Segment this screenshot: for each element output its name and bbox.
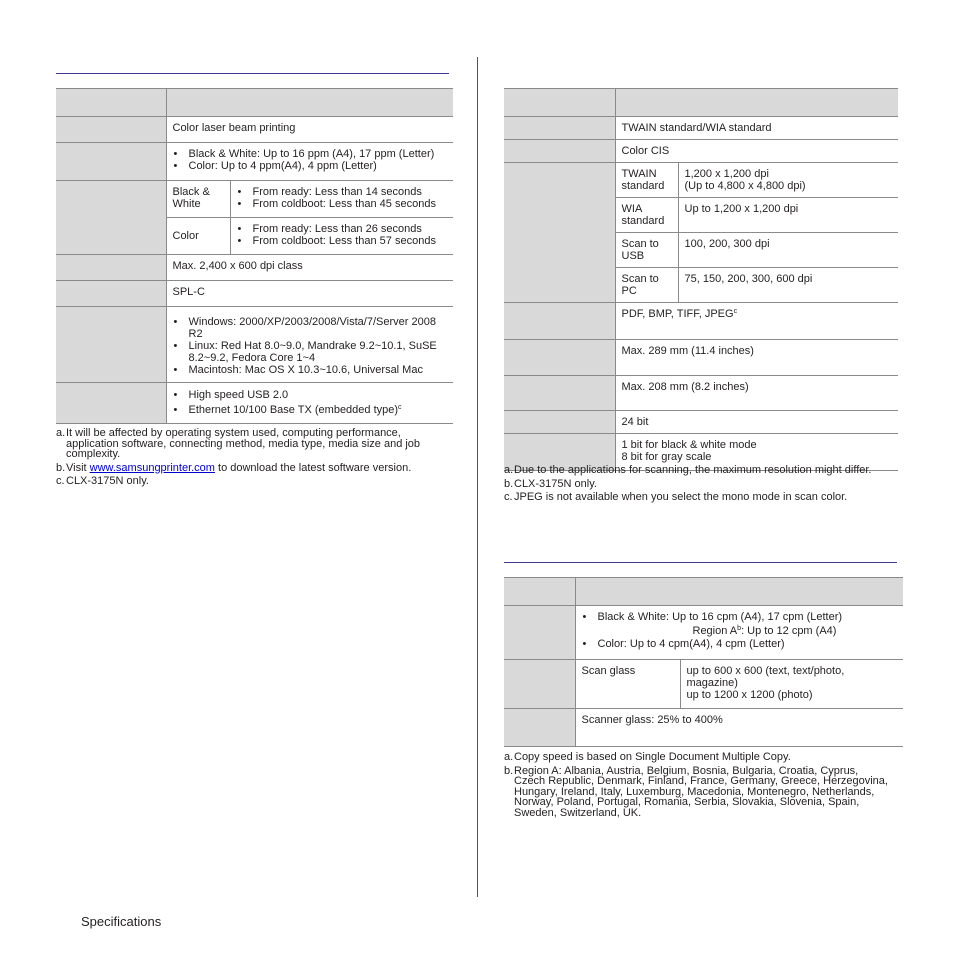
row-label-cell <box>504 117 615 140</box>
scan-to-usb-value: 100, 200, 300 dpi <box>678 233 898 268</box>
table-row <box>56 281 453 307</box>
printing-method-value: Color laser beam printing <box>166 117 453 143</box>
list-item: • Macintosh: Mac OS X 10.3~10.6, Universal Mac <box>173 364 448 376</box>
header-description-cell <box>166 89 453 117</box>
printer-section-rule <box>56 73 449 74</box>
row-label-cell <box>504 140 615 163</box>
list-item: • Color: Up to 4 ppm(A4), 4 ppm (Letter) <box>173 160 448 172</box>
copier-section-rule <box>504 562 897 563</box>
table-header-row <box>504 89 898 117</box>
interface-ethernet-text: Ethernet 10/100 Base TX (embedded type) <box>188 404 399 416</box>
table-row <box>56 143 453 181</box>
printer-spec-table <box>56 88 453 424</box>
scan-width-value: Max. 208 mm (8.2 inches) <box>615 376 898 411</box>
first-print-color-label: Color <box>166 218 230 255</box>
samsung-printer-link[interactable]: www.samsungprinter.com <box>89 461 215 474</box>
footnote-a: a. It will be affected by operating system used, computing performance, application software, connecting method, media type, media size and job complexity. <box>56 427 421 460</box>
table-row <box>504 163 898 198</box>
footnote-c: c. JPEG is not available when you select the mono mode in scan color. <box>504 491 848 503</box>
scan-compatibility-value: TWAIN standard/WIA standard <box>615 117 898 140</box>
wia-value: Up to 1,200 x 1,200 dpi <box>678 198 898 233</box>
table-row <box>56 255 453 281</box>
footnote-c: c. CLX-3175N only. <box>56 475 149 487</box>
table-row <box>504 411 898 434</box>
row-label-cell <box>56 143 166 181</box>
scan-to-pc-value: 75, 150, 200, 300, 600 dpi <box>678 268 898 303</box>
table-row <box>504 117 898 140</box>
copy-resolution-value: up to 600 x 600 (text, text/photo, magazine) up to 1200 x 1200 (photo) <box>680 660 903 709</box>
list-item: • From coldboot: Less than 45 seconds <box>237 198 448 210</box>
row-label-cell <box>56 181 166 255</box>
row-label-cell <box>504 709 575 747</box>
table-row <box>504 340 898 376</box>
list-item: • Color: Up to 4 cpm(A4), 4 cpm (Letter) <box>582 638 898 652</box>
header-description-cell <box>575 578 903 606</box>
scan-to-usb-label: Scan to USB <box>615 233 678 268</box>
footnote-marker: b <box>737 624 742 632</box>
row-label-cell <box>504 303 615 340</box>
printing-speed-value <box>166 143 453 181</box>
table-row <box>56 383 453 424</box>
list-item <box>173 403 448 418</box>
twain-label: TWAIN standard <box>615 163 678 198</box>
row-label-cell <box>504 411 615 434</box>
row-label-cell <box>56 307 166 383</box>
footnote-marker: c <box>733 308 738 315</box>
row-label-cell <box>504 660 575 709</box>
list-item: • High speed USB 2.0 <box>173 388 448 403</box>
table-header-row <box>504 578 903 606</box>
interface-value <box>166 383 453 424</box>
footnote-b: b. CLX-3175N only. <box>504 477 597 490</box>
row-label-cell <box>56 117 166 143</box>
table-row <box>504 140 898 163</box>
os-compatibility-value <box>166 307 453 383</box>
table-row <box>504 709 903 747</box>
first-print-bw-value <box>230 181 453 218</box>
region-a-speed: Region $A^b$: Up to 12 cpm (A4) <box>692 624 837 637</box>
copy-speed-value <box>575 606 903 660</box>
list-item: • Linux: Red Hat 8.0~9.0, Mandrake 9.2~10.1, SuSE 8.2~9.2, Fedora Core 1~4 <box>173 340 448 364</box>
mono-bit-depth-value: 1 bit for black & white mode 8 bit for gray scale <box>615 434 898 471</box>
header-item-cell <box>504 578 575 606</box>
footnote-a: a. Copy speed is based on Single Document Multiple Copy. <box>504 751 791 763</box>
row-label-cell <box>504 606 575 660</box>
list-item: • From ready: Less than 14 seconds <box>237 186 448 198</box>
scan-method-value: Color CIS <box>615 140 898 163</box>
footnote-b: b. Region A: Albania, Austria, Belgium, Bosnia, Bulgaria, Croatia, Cyprus, Czech Republic, Denmark, Finland, France, Germany, Greece, Herzegovina, Hungary, Ireland, Italy, Luxemburg, Macedonia, Montenegro, Netherlands, Norway, Poland, Portugal, Romania, Serbia, Slovakia, Slovenia, Spain, Sweden, Switzerland, UK. <box>504 764 888 819</box>
scanner-spec-table <box>504 88 898 471</box>
printer-footnotes <box>56 428 441 490</box>
row-label-cell <box>504 163 615 303</box>
footnote-a: a. Due to the applications for scanning, the maximum resolution might differ. <box>504 464 872 476</box>
table-row <box>56 117 453 143</box>
list-item: • From ready: Less than 26 seconds <box>237 223 448 235</box>
footnote-marker: c <box>398 404 402 411</box>
wia-label: WIA standard <box>615 198 678 233</box>
footnote-b: b. Visit www.samsungprinter.com to download the latest software version. <box>56 461 412 474</box>
row-label-cell <box>56 383 166 424</box>
table-row <box>56 307 453 383</box>
table-header-row <box>56 89 453 117</box>
header-item-cell <box>504 89 615 117</box>
row-label-cell <box>56 255 166 281</box>
first-print-color-value <box>230 218 453 255</box>
color-bit-depth-value: 24 bit <box>615 411 898 434</box>
copy-resolution-label: Scan glass <box>575 660 680 709</box>
header-description-cell <box>615 89 898 117</box>
page-footer: Specifications <box>81 914 162 929</box>
table-row <box>504 606 903 660</box>
column-divider <box>477 57 478 897</box>
table-row <box>504 660 903 709</box>
zoom-rate-value: Scanner glass: 25% to 400% <box>575 709 903 747</box>
header-item-cell <box>56 89 166 117</box>
printer-language-value: SPL-C <box>166 281 453 307</box>
row-label-cell <box>56 281 166 307</box>
scan-length-value: Max. 289 mm (11.4 inches) <box>615 340 898 376</box>
row-label-cell <box>504 376 615 411</box>
table-row <box>504 376 898 411</box>
list-item: • From coldboot: Less than 57 seconds <box>237 235 448 247</box>
first-print-bw-label: Black & White <box>166 181 230 218</box>
copier-spec-table <box>504 577 903 747</box>
row-label-cell <box>504 340 615 376</box>
list-item: • Black & White: Up to 16 cpm (A4), 17 cpm (Letter) Region $A^b$: Up to 12 cpm (A4) <box>582 611 898 638</box>
print-resolution-value: Max. 2,400 x 600 dpi class <box>166 255 453 281</box>
list-item: • Windows: 2000/XP/2003/2008/Vista/7/Server 2008 R2 <box>173 316 448 340</box>
file-format-value: PDF, BMP, TIFF, JPEG$^c$ <box>615 303 898 340</box>
table-row <box>56 181 453 218</box>
scanner-footnotes <box>504 465 884 506</box>
scan-to-pc-label: Scan to PC <box>615 268 678 303</box>
copier-footnotes <box>504 752 889 821</box>
twain-value: 1,200 x 1,200 dpi (Up to 4,800 x 4,800 dpi) <box>678 163 898 198</box>
list-item: • Black & White: Up to 16 ppm (A4), 17 ppm (Letter) <box>173 148 448 160</box>
table-row <box>504 303 898 340</box>
